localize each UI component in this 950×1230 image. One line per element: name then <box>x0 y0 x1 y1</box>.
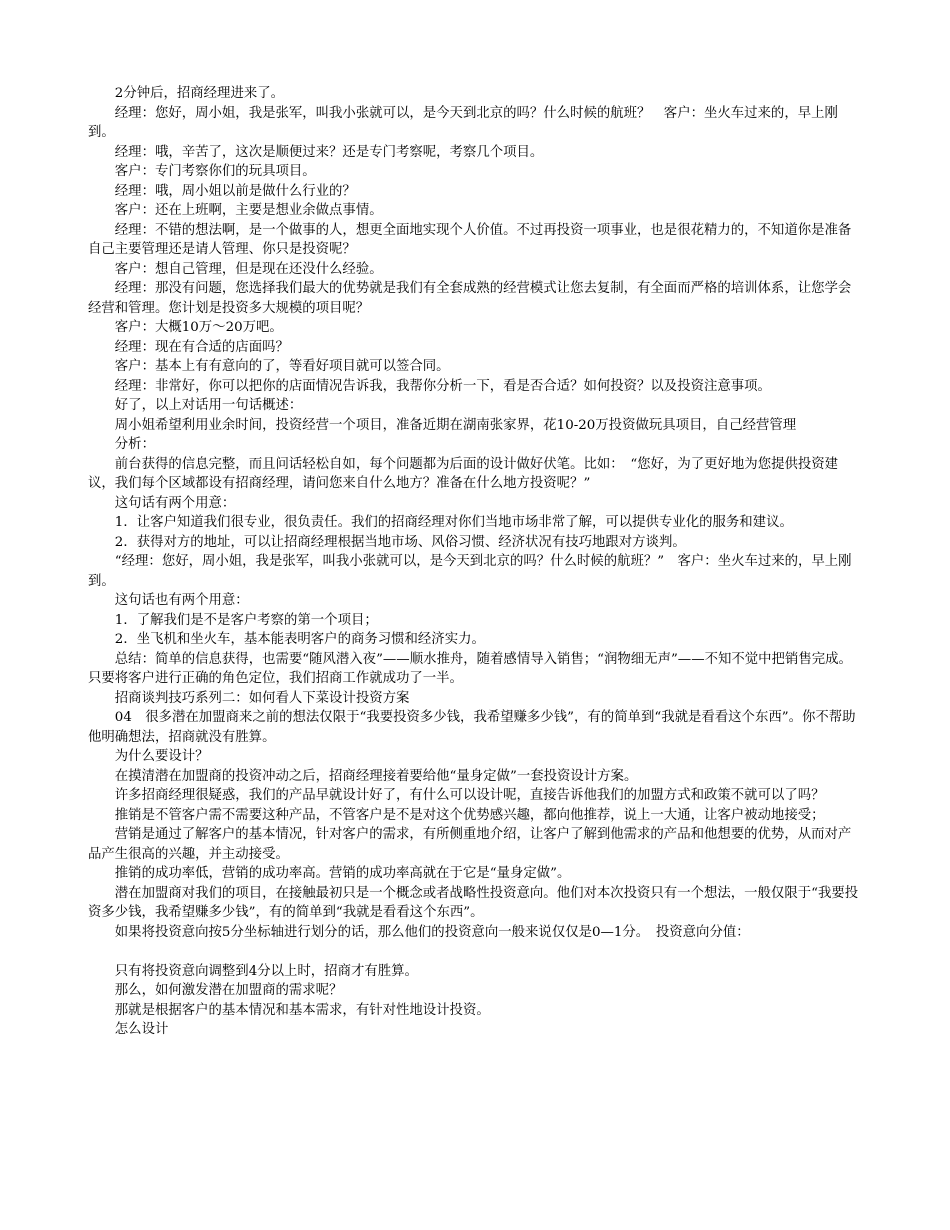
paragraph: “经理：您好，周小姐，我是张军，叫我小张就可以，是今天到北京的吗？什么时候的航班？” 客户：坐火车过来的，早上刚到。 <box>88 554 852 589</box>
paragraph: 经理：不错的想法啊，是一个做事的人，想更全面地实现个人价值。不过再投资一项事业，也是很花精力的，不知道你是准备自己主要管理还是请人管理、你只是投资呢？ <box>88 222 852 257</box>
paragraph: 客户：想自己管理，但是现在还没什么经验。 <box>114 261 383 277</box>
paragraph: 2．获得对方的地址，可以让招商经理根据当地市场、风俗习惯、经济状况有技巧地跟对方谈判。 <box>114 534 686 550</box>
paragraph: 04 很多潜在加盟商来之前的想法仅限于“我要投资多少钱，我希望赚多少钱”，有的简单到“我就是看看这个东西”。你不帮助他明确想法，招商就没有胜算。 <box>88 710 856 745</box>
paragraph: 好了，以上对话用一句话概述： <box>114 398 303 413</box>
paragraph: 1．了解我们是不是客户考察的第一个项目； <box>114 612 378 628</box>
paragraph: 只有将投资意向调整到4分以上时，招商才有胜算。 <box>114 963 418 979</box>
paragraph <box>88 942 862 962</box>
paragraph: 这句话有两个用意： <box>114 495 236 511</box>
paragraph: 许多招商经理很疑惑，我们的产品早就设计好了，有什么可以设计呢，直接告诉他我们的加盟方式和政策不就可以了吗？ <box>114 788 825 803</box>
paragraph: 经理：非常好，你可以把你的店面情况告诉我，我帮你分析一下，看是否合适？如何投资？以及投资注意事项。 <box>114 378 771 394</box>
paragraph: 前台获得的信息完整，而且问话轻松自如，每个问题都为后面的设计做好伏笔。比如： “您好，为了更好地为您提供投资建议，我们每个区域都设有招商经理，请问您来自什么地方？准备在什么地方投资呢？” <box>88 456 839 491</box>
paragraph: 经理：哦，周小姐以前是做什么行业的？ <box>114 183 356 199</box>
paragraph: 周小姐希望利用业余时间，投资经营一个项目，准备近期在湖南张家界，花10-20万投资做玩具项目，自己经营管理 <box>114 417 797 433</box>
paragraph: 分析： <box>114 437 155 452</box>
paragraph: 在摸清潜在加盟商的投资冲动之后，招商经理接着要给他“量身定做”一套投资设计方案。 <box>114 768 638 784</box>
paragraph: 经理：哦，辛苦了，这次是顺便过来？还是专门考察呢，考察几个项目。 <box>114 144 544 160</box>
paragraph: 怎么设计 <box>114 1022 169 1037</box>
paragraph: 客户：基本上有有意向的了，等看好项目就可以签合同。 <box>114 359 450 374</box>
paragraph: 营销是通过了解客户的基本情况，针对客户的需求，有所侧重地介绍，让客户了解到他需求的产品和他想要的优势，从而对产品产生很高的兴趣，并主动接受。 <box>88 827 852 862</box>
paragraph: 那么，如何激发潜在加盟商的需求呢？ <box>114 983 343 998</box>
paragraph: 客户：专门考察你们的玩具项目。 <box>114 164 316 179</box>
paragraph: 客户：大概10万～20万吧。 <box>114 320 283 335</box>
paragraph: 总结：简单的信息获得，也需要“随风潜入夜”——顺水推舟，随着感情导入销售；“润物细无声”——不知不觉中把销售完成。只要将客户进行正确的角色定位，我们招商工作就成功了一半。 <box>88 651 852 686</box>
paragraph: 这句话也有两个用意： <box>114 593 249 608</box>
paragraph: 为什么要设计？ <box>114 749 209 764</box>
paragraph: 潜在加盟商对我们的项目，在接触最初只是一个概念或者战略性投资意向。他们对本次投资只有一个想法，一般仅限于“我要投资多少钱，我希望赚多少钱”，有的简单到“我就是看看这个东西”。 <box>88 885 859 920</box>
paragraph: 如果将投资意向按5分坐标轴进行划分的话，那么他们的投资意向一般来说仅仅是0—1分。 投资意向分值： <box>114 924 750 940</box>
paragraph: 推销的成功率低，营销的成功率高。营销的成功率高就在于它是“量身定做”。 <box>114 866 571 881</box>
paragraph: 招商谈判技巧系列二：如何看人下菜设计投资方案 <box>114 690 410 706</box>
paragraph: 经理：那没有问题，您选择我们最大的优势就是我们有全套成熟的经营模式让您去复制，有全面而严格的培训体系，让您学会经营和管理。您计划是投资多大规模的项目呢？ <box>88 281 852 316</box>
paragraph: 经理：现在有合适的店面吗？ <box>114 339 289 355</box>
paragraph: 1．让客户知道我们很专业，很负责任。我们的招商经理对你们当地市场非常了解，可以提供专业化的服务和建议。 <box>114 515 793 530</box>
paragraph: 2．坐飞机和坐火车，基本能表明客户的商务习惯和经济实力。 <box>114 632 485 647</box>
paragraph: 2分钟后，招商经理进来了。 <box>114 86 285 101</box>
paragraph: 经理：您好，周小姐，我是张军，叫我小张就可以，是今天到北京的吗？什么时候的航班？ 客户：坐火车过来的，早上刚到。 <box>88 105 838 140</box>
paragraph: 那就是根据客户的基本情况和基本需求，有针对性地设计投资。 <box>114 1002 490 1018</box>
paragraph: 客户：还在上班啊，主要是想业余做点事情。 <box>114 203 383 218</box>
paragraph: 推销是不管客户需不需要这种产品，不管客户是不是对这个优势感兴趣，都向他推荐，说上一大通，让客户被动地接受； <box>114 807 825 823</box>
